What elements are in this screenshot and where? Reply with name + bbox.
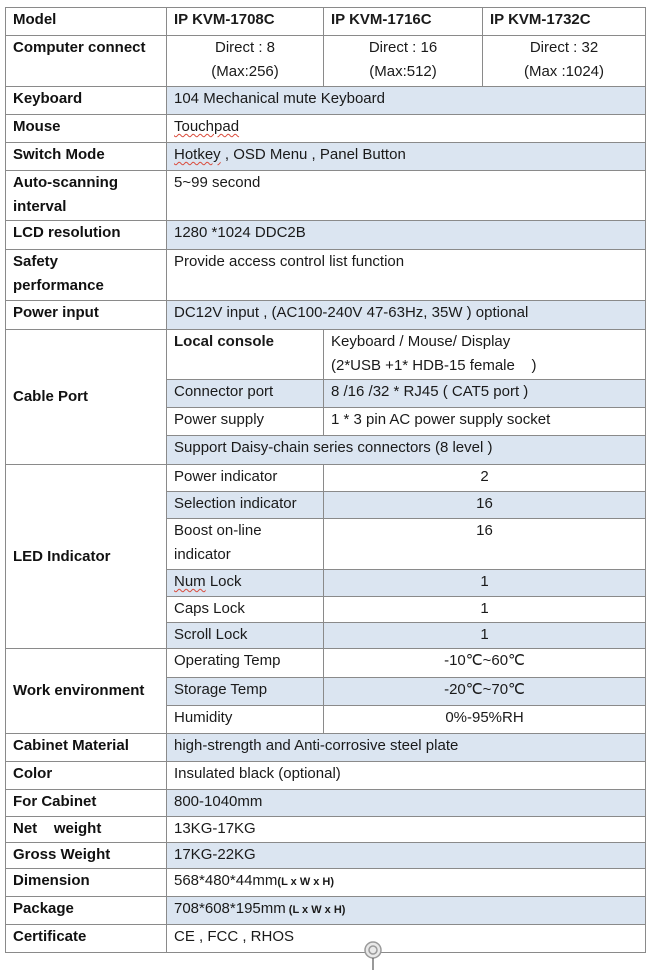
local-console-value-line2: (2*USB +1* HDB-15 female )	[331, 357, 537, 374]
keyboard-label: Keyboard	[6, 87, 167, 115]
gross-weight-row	[6, 843, 646, 869]
for-cabinet-value: 800-1040mm	[167, 790, 646, 817]
package-label: Package	[6, 897, 167, 925]
local-console-value	[324, 330, 646, 380]
led-name: Power indicator	[167, 465, 324, 492]
daisy-chain-value: Support Daisy-chain series connectors (8 level )	[167, 436, 646, 465]
package-value	[167, 897, 646, 925]
led-name	[167, 519, 324, 570]
led-value: 1	[324, 597, 646, 623]
switch-mode-value	[167, 143, 646, 171]
gross-weight-label: Gross Weight	[6, 843, 167, 869]
led-name	[167, 570, 324, 597]
dimension-value	[167, 869, 646, 897]
computer-connect-1716	[324, 36, 483, 87]
safety-label	[6, 250, 167, 301]
storage-temp-label: Storage Temp	[167, 678, 324, 706]
hotkey-text: Hotkey	[174, 146, 221, 163]
max-value: (Max:512)	[369, 63, 437, 80]
computer-connect-1708	[167, 36, 324, 87]
mouse-label: Mouse	[6, 115, 167, 143]
led-value: 2	[324, 465, 646, 492]
dimension-number: 568*480*44mm	[174, 872, 278, 889]
connector-port-value: 8 /16 /32 * RJ45 ( CAT5 port )	[324, 380, 646, 408]
led-row	[6, 465, 646, 492]
switch-mode-label: Switch Mode	[6, 143, 167, 171]
auto-scan-label-line1: Auto-scanning	[13, 174, 118, 191]
led-value: 16	[324, 519, 646, 570]
net-weight-label: Net weight	[6, 817, 167, 843]
package-number: 708*608*195mm	[174, 900, 286, 917]
switch-mode-row	[6, 143, 646, 171]
direct-value: Direct : 16	[368, 39, 438, 56]
led-value: 1	[324, 570, 646, 597]
power-input-row	[6, 301, 646, 330]
dimension-label: Dimension	[6, 869, 167, 897]
cabinet-material-label: Cabinet Material	[6, 734, 167, 762]
certificate-label: Certificate	[6, 925, 167, 953]
certificate-value: CE , FCC , RHOS	[167, 925, 646, 953]
switch-mode-rest: , OSD Menu , Panel Button	[220, 146, 406, 163]
keyboard-value: 104 Mechanical mute Keyboard	[167, 87, 646, 115]
spec-table	[5, 7, 646, 953]
led-name-line2: indicator	[174, 546, 231, 563]
max-value: (Max:256)	[211, 63, 279, 80]
gross-weight-value: 17KG-22KG	[167, 843, 646, 869]
led-name-line1: Boost on-line	[174, 522, 262, 539]
keyboard-row	[6, 87, 646, 115]
power-input-label: Power input	[6, 301, 167, 330]
model-label: Model	[6, 8, 167, 36]
lock-text: Lock	[205, 573, 242, 590]
direct-value: Direct : 8	[214, 39, 275, 56]
humidity-value: 0%-95%RH	[324, 706, 646, 734]
color-value: Insulated black (optional)	[167, 762, 646, 790]
auto-scan-row	[6, 171, 646, 221]
cable-port-label: Cable Port	[6, 330, 167, 465]
storage-temp-value: -20℃~70℃	[324, 678, 646, 706]
auto-scan-label-line2: interval	[13, 198, 67, 215]
for-cabinet-label: For Cabinet	[6, 790, 167, 817]
operating-temp-row	[6, 649, 646, 678]
humidity-label: Humidity	[167, 706, 324, 734]
location-marker-icon	[363, 940, 383, 970]
max-value: (Max :1024)	[523, 63, 605, 80]
safety-label-line1: Safety	[13, 253, 59, 270]
auto-scan-value: 5~99 second	[167, 171, 646, 221]
package-suffix: (L x W x H)	[285, 904, 346, 916]
package-row	[6, 897, 646, 925]
mouse-value	[167, 115, 646, 143]
mouse-row	[6, 115, 646, 143]
lcd-row	[6, 221, 646, 250]
safety-row	[6, 250, 646, 301]
safety-value: Provide access control list function	[167, 250, 646, 301]
direct-value: Direct : 32	[529, 39, 599, 56]
power-supply-label: Power supply	[167, 408, 324, 436]
led-indicator-label: LED Indicator	[6, 465, 167, 649]
dimension-suffix: (L x W x H)	[277, 876, 335, 888]
model-1732: IP KVM-1732C	[483, 8, 646, 36]
computer-connect-1732	[483, 36, 646, 87]
net-weight-value: 13KG-17KG	[167, 817, 646, 843]
local-console-value-line1: Keyboard / Mouse/ Display	[331, 333, 511, 350]
header-row	[6, 8, 646, 36]
cabinet-material-row	[6, 734, 646, 762]
led-name: Scroll Lock	[167, 623, 324, 649]
lcd-label: LCD resolution	[6, 221, 167, 250]
local-console-row	[6, 330, 646, 380]
model-1716: IP KVM-1716C	[324, 8, 483, 36]
power-input-value: DC12V input , (AC100-240V 47-63Hz, 35W ) optional	[167, 301, 646, 330]
power-supply-value: 1 * 3 pin AC power supply socket	[324, 408, 646, 436]
led-name: Selection indicator	[167, 492, 324, 519]
led-name: Caps Lock	[167, 597, 324, 623]
safety-label-line2: performance	[13, 277, 104, 294]
auto-scan-label	[6, 171, 167, 221]
color-row	[6, 762, 646, 790]
computer-connect-row	[6, 36, 646, 87]
certificate-row	[6, 925, 646, 953]
cabinet-material-value: high-strength and Anti-corrosive steel plate	[167, 734, 646, 762]
led-value: 1	[324, 623, 646, 649]
local-console-label: Local console	[167, 330, 324, 380]
computer-connect-label: Computer connect	[6, 36, 167, 87]
operating-temp-value: -10℃~60℃	[324, 649, 646, 678]
lcd-value: 1280 *1024 DDC2B	[167, 221, 646, 250]
connector-port-label: Connector port	[167, 380, 324, 408]
num-text: Num	[174, 573, 206, 590]
work-env-label: Work environment	[6, 649, 167, 734]
model-1708: IP KVM-1708C	[167, 8, 324, 36]
mouse-value-text: Touchpad	[174, 118, 240, 135]
led-value: 16	[324, 492, 646, 519]
for-cabinet-row	[6, 790, 646, 817]
color-label: Color	[6, 762, 167, 790]
net-weight-row	[6, 817, 646, 843]
dimension-row	[6, 869, 646, 897]
operating-temp-label: Operating Temp	[167, 649, 324, 678]
